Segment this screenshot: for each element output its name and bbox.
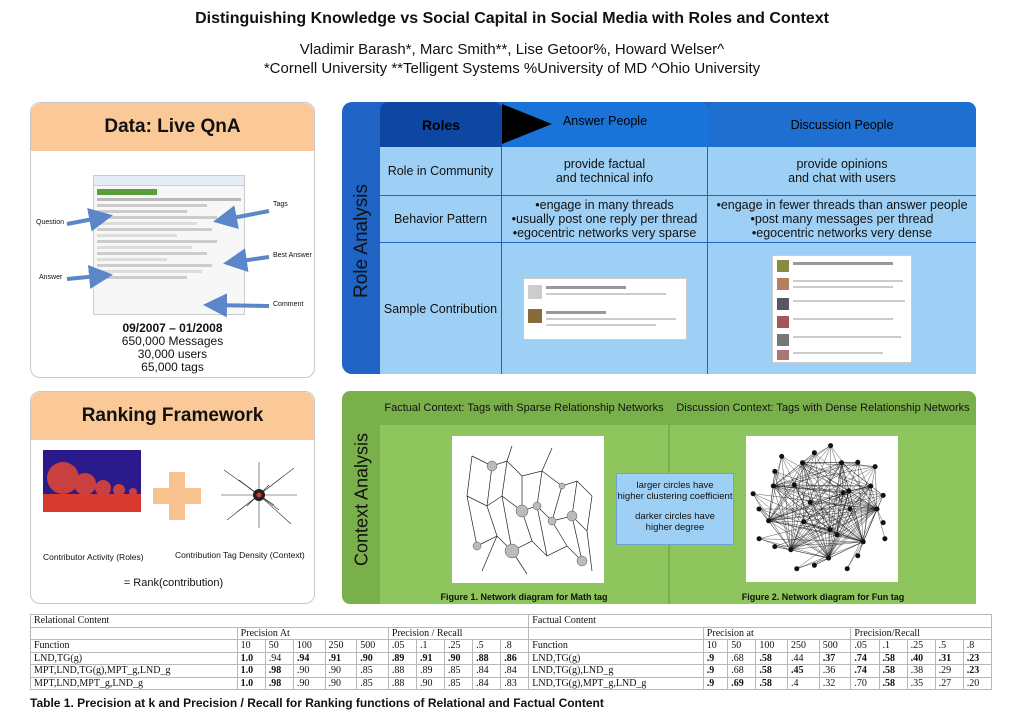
data-stats xyxy=(31,322,314,374)
col-roles: Roles xyxy=(380,102,502,147)
discussion-header: Discussion Context: Tags with Dense Relationship Networks xyxy=(676,402,970,414)
col-discussion-people: Discussion People xyxy=(708,102,976,147)
poster-title: Distinguishing Knowledge vs Social Capital in Social Media with Roles and Context xyxy=(195,10,829,27)
discussion-behavior-pattern: •engage in fewer threads than answer people •post many messages per thread •egocentric networks very dense xyxy=(708,196,976,242)
label-comment: Comment xyxy=(273,301,304,308)
role-analysis-label: Role Analysis xyxy=(351,183,372,299)
network-legend-note: larger circles have higher clustering coefficient darker circles have higher degree xyxy=(616,473,734,545)
results-tables xyxy=(30,614,992,710)
context-analysis-label: Context Analysis xyxy=(351,432,372,567)
table-row: LND,TG(g) 1.0 .94 .94 .91 .90 .89 .91 .90 .88 .86 LND,TG(g) .9 .68 .58 .44 .37 .74 .58 .40 .31 .23 xyxy=(31,652,992,665)
context-caption: Contribution Tag Density (Context) xyxy=(175,550,305,560)
discussion-role-in-community: provide opinions and chat with users xyxy=(708,147,976,195)
affiliations: *Cornell University **Telligent Systems %University of MD ^Ohio University xyxy=(263,60,761,77)
figure-2-caption: Figure 2. Network diagram for Fun tag xyxy=(741,592,905,602)
authors xyxy=(0,40,1024,78)
discussion-sample-contribution xyxy=(708,243,976,374)
context-analysis-panel xyxy=(342,391,976,604)
relational-title: Relational Content xyxy=(31,615,529,628)
fun-tag-network xyxy=(746,436,898,582)
results-table: Relational Content Factual Content Precision At Precision / Recall Precision at Precision/Recall Function 10 50 100 250 500 .05 .1 .25 .5 .8 Function 10 50 100 250 500 .05 .1 .25 .5 .8 LND,TG(g) 1.0 .94 .94 .91 .90 .89 .91 .90 .88 .86 LND,TG(g) .9 .68 .58 .44 .37 .74 .58 .40 .31 .23 MPT,LND,TG(g),MPT_g,LND_g 1.0 .98 .90 .90 .85 .88 .89 .85 .84 .84 LND,TG(g),LND_g .9 .68 .58 .45 .36 .74 .58 .38 .29 .23 MPT,LND,MPT_g,LND_g 1.0 .98 .90 .90 .85 .88 .90 .85 .84 .83 LND,TG(g),MPT_g,LND_g .9 .69 .58 .4 .32 .70 .58 .35 .27 .20 xyxy=(30,614,992,690)
answer-sample-contribution xyxy=(502,243,707,374)
tag-density-graph xyxy=(219,460,299,530)
label-answer: Answer xyxy=(39,274,63,281)
table-caption: Table 1. Precision at k and Precision / Recall for Ranking functions of Relational and Factual Content xyxy=(30,696,604,710)
user-count: 30,000 users xyxy=(137,347,208,361)
factual-header: Factual Context: Tags with Sparse Relationship Networks xyxy=(384,402,664,414)
arrow-icon xyxy=(502,102,554,147)
table-row: MPT,LND,MPT_g,LND_g 1.0 .98 .90 .90 .85 .88 .90 .85 .84 .83 LND,TG(g),MPT_g,LND_g .9 .69 .58 .4 .32 .70 .58 .35 .27 .20 xyxy=(31,677,992,690)
role-analysis-panel xyxy=(342,102,976,374)
date-range: 09/2007 – 01/2008 xyxy=(122,321,223,335)
data-panel-heading: Data: Live QnA xyxy=(31,103,314,151)
discussion-sample-screenshot xyxy=(772,255,912,363)
ranking-panel xyxy=(30,391,315,604)
col-answer-people: Answer People xyxy=(502,102,708,147)
table-row: MPT,LND,TG(g),MPT_g,LND_g 1.0 .98 .90 .90 .85 .88 .89 .85 .84 .84 LND,TG(g),LND_g .9 .68 .58 .45 .36 .74 .58 .38 .29 .23 xyxy=(31,665,992,678)
label-tags: Tags xyxy=(273,201,288,208)
message-count: 650,000 Messages xyxy=(121,334,224,348)
rank-formula: = Rank(contribution) xyxy=(123,577,224,589)
ranking-panel-heading: Ranking Framework xyxy=(31,392,314,440)
roles-caption: Contributor Activity (Roles) xyxy=(43,552,144,562)
contributor-activity-chart xyxy=(43,450,141,512)
table-header-row: Function 10 50 100 250 500 .05 .1 .25 .5 .8 Function 10 50 100 250 500 .05 .1 .25 .5 .8 xyxy=(31,640,992,653)
answer-behavior-pattern: •engage in many threads •usually post one reply per thread •egocentric networks very sparse xyxy=(502,196,707,242)
tag-count: 65,000 tags xyxy=(141,360,204,374)
label-question: Question xyxy=(36,219,65,226)
plus-icon xyxy=(153,472,201,520)
answer-sample-screenshot xyxy=(523,278,687,340)
figure-1-caption: Figure 1. Network diagram for Math tag xyxy=(440,592,608,602)
label-best-answer: Best Answer xyxy=(273,252,312,259)
row-sample-contribution: Sample Contribution xyxy=(380,243,501,374)
data-panel xyxy=(30,102,315,378)
author-names: Vladimir Barash*, Marc Smith**, Lise Getoor%, Howard Welser^ xyxy=(299,41,725,58)
row-role-in-community: Role in Community xyxy=(380,147,501,195)
math-tag-network xyxy=(452,436,604,583)
factual-title: Factual Content xyxy=(529,615,992,628)
answer-role-in-community: provide factual and technical info xyxy=(502,147,707,195)
row-behavior-pattern: Behavior Pattern xyxy=(380,196,501,242)
